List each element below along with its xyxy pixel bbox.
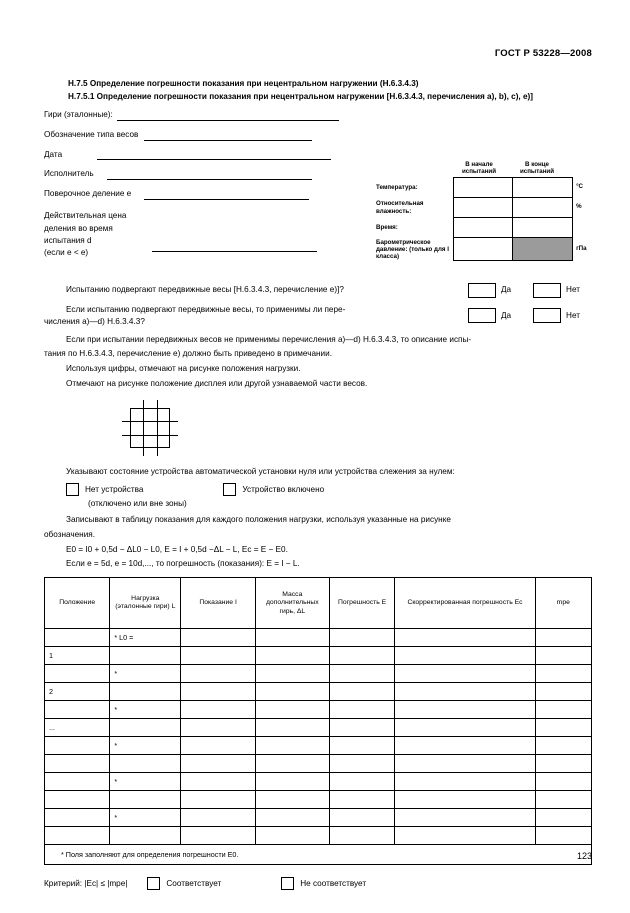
cell-position[interactable] (45, 791, 110, 809)
record-instruction-line1: Записывают в таблицу показания для каждого положения нагрузки, используя указанные на рисунке (66, 514, 451, 524)
question-applicable-items-no-label: Нет (566, 310, 580, 320)
table-row (45, 719, 592, 737)
cell-corrected[interactable] (395, 629, 535, 647)
measurement-unit-time (573, 218, 592, 238)
question-applicable-items-line2: числения а)—d) Н.6.3.4.3? (44, 316, 145, 326)
cell-load[interactable]: * (110, 773, 181, 791)
cell-indication[interactable] (181, 755, 256, 773)
field-actual-division-line1: Действительная цена (44, 211, 127, 221)
question-mobile-scales-yes-box[interactable] (468, 283, 496, 298)
cell-indication[interactable] (181, 737, 256, 755)
table-row (45, 683, 592, 701)
form-fields-block (44, 109, 344, 260)
measurement-temperature-end[interactable] (513, 178, 573, 198)
cell-additional[interactable] (255, 629, 329, 647)
environment-measurements-table (374, 161, 592, 262)
zero-device-option-none[interactable] (66, 483, 143, 496)
cell-additional[interactable] (255, 737, 329, 755)
cell-load[interactable] (110, 755, 181, 773)
measurement-label-pressure: Барометрическое давление: (только для I класса) (376, 238, 449, 260)
section-title-h75: Н.7.5 Определение погрешности показания при нецентральном нагружении (Н.6.3.4.3) (68, 79, 419, 88)
cell-error[interactable] (329, 665, 395, 683)
cell-corrected[interactable] (395, 773, 535, 791)
note-digits: Используя цифры, отмечают на рисунке положения нагрузки. (66, 364, 301, 374)
cell-mpe[interactable] (535, 827, 591, 845)
measurement-time-start[interactable] (453, 218, 513, 238)
figure-vertical-line-1 (143, 400, 144, 456)
question-applicable-items-yes-label: Да (500, 310, 512, 320)
measurement-humidity-end[interactable] (513, 198, 573, 218)
criterion-fail-checkbox[interactable] (281, 877, 294, 890)
cell-error[interactable] (329, 773, 395, 791)
cell-corrected[interactable] (395, 755, 535, 773)
table-footnote: * Поля заполняют для определения погрешности E0. (45, 845, 592, 865)
error-formula: E0 = I0 + 0,5d − ΔL0 − L0, E = I + 0,5d −ΔL − L, Ec = E − E0. (66, 544, 288, 554)
cell-error[interactable] (329, 791, 395, 809)
cell-position[interactable] (45, 827, 110, 845)
cell-mpe[interactable] (535, 719, 591, 737)
cell-corrected[interactable] (395, 665, 535, 683)
measurements-column-headers (450, 161, 592, 175)
cell-indication[interactable] (181, 827, 256, 845)
field-date-label: Дата (44, 149, 63, 159)
field-operator (44, 168, 344, 180)
cell-mpe[interactable] (535, 737, 591, 755)
cell-error[interactable] (329, 683, 395, 701)
table-row (45, 755, 592, 773)
cell-load[interactable] (110, 719, 181, 737)
table-header-corrected-error: Скорректированная погрешность Eс (395, 578, 535, 629)
field-actual-division-line3: испытания d (44, 235, 92, 245)
figure-horizontal-line-1 (122, 421, 178, 422)
question-mobile-scales-text: Испытанию подвергают передвижные весы [Н.6.3.4.3, перечисление е)]? (66, 285, 344, 295)
field-type-designation-input[interactable] (144, 131, 312, 141)
field-actual-division-line4: (если e < e) (44, 248, 89, 258)
cell-additional[interactable] (255, 755, 329, 773)
measurement-label-time: Время: (376, 223, 398, 231)
cell-load[interactable] (110, 791, 181, 809)
table-row (45, 647, 592, 665)
question-applicable-items (44, 304, 592, 328)
cell-mpe[interactable] (535, 629, 591, 647)
table-header-additional-weights: Масса дополнительных гирь, ΔL (255, 578, 329, 629)
cell-mpe[interactable] (535, 665, 591, 683)
field-actual-division (44, 210, 344, 259)
table-footnote-row (45, 845, 592, 865)
cell-indication[interactable] (181, 683, 256, 701)
cell-load[interactable]: * (110, 809, 181, 827)
cell-position[interactable] (45, 809, 110, 827)
measurement-results-table (44, 577, 592, 865)
cell-indication[interactable] (181, 719, 256, 737)
measurement-unit-pressure: гПа (576, 244, 587, 252)
measurement-row-humidity (374, 198, 592, 218)
figure-vertical-line-2 (157, 400, 158, 456)
table-header-load: Нагрузка (эталонные гири) L (110, 578, 181, 629)
question-mobile-scales-no-box[interactable] (533, 283, 561, 298)
table-header-error: Погрешность E (329, 578, 395, 629)
cell-mpe[interactable] (535, 809, 591, 827)
cell-position[interactable] (45, 665, 110, 683)
table-row (45, 665, 592, 683)
criterion-pass-checkbox[interactable] (147, 877, 160, 890)
cell-corrected[interactable] (395, 827, 535, 845)
cell-position[interactable]: 2 (45, 683, 110, 701)
measurement-humidity-start[interactable] (453, 198, 513, 218)
cell-position[interactable]: 1 (45, 647, 110, 665)
measurement-row-pressure (374, 238, 592, 261)
measurement-unit-temperature: °С (576, 183, 584, 191)
measurement-pressure-end (513, 238, 573, 261)
field-weights (44, 109, 344, 121)
cell-error[interactable] (329, 737, 395, 755)
cell-error[interactable] (329, 701, 395, 719)
cell-corrected[interactable] (395, 791, 535, 809)
cell-position[interactable] (45, 701, 110, 719)
cell-additional[interactable] (255, 773, 329, 791)
zero-device-none-note: (отключено или вне зоны) (88, 499, 187, 509)
cell-additional[interactable] (255, 827, 329, 845)
zero-device-none-checkbox[interactable] (66, 483, 79, 496)
table-row (45, 737, 592, 755)
top-form-area (44, 109, 592, 269)
cell-mpe[interactable] (535, 773, 591, 791)
measurement-pressure-start[interactable] (453, 238, 513, 261)
cell-load[interactable] (110, 647, 181, 665)
cell-mpe[interactable] (535, 647, 591, 665)
field-operator-input[interactable] (107, 170, 312, 180)
cell-indication[interactable] (181, 647, 256, 665)
cell-mpe[interactable] (535, 701, 591, 719)
section-title-h751: Н.7.5.1 Определение погрешности показания при нецентральном нагружении [Н.6.3.4.3, перечисления а), b), с), е)] (68, 91, 533, 101)
field-actual-division-line2: деления во время (44, 223, 113, 233)
table-row (45, 791, 592, 809)
cell-additional[interactable] (255, 647, 329, 665)
cell-error[interactable] (329, 629, 395, 647)
cell-corrected[interactable] (395, 701, 535, 719)
measurement-label-humidity: Относительная влажность: (376, 200, 424, 215)
cell-additional[interactable] (255, 809, 329, 827)
cell-load[interactable]: * (110, 665, 181, 683)
zero-device-on-label: Устройство включено (242, 484, 325, 494)
question-applicable-items-line1: Если испытанию подвергают передвижные весы, то применимы ли пере- (66, 304, 346, 314)
criterion-pass-label: Соответствует (166, 879, 222, 889)
question-mobile-scales (44, 283, 592, 298)
cell-mpe[interactable] (535, 755, 591, 773)
field-date (44, 149, 344, 161)
zero-device-on-checkbox[interactable] (223, 483, 236, 496)
load-position-figure (122, 400, 178, 456)
page-content (44, 78, 592, 890)
cell-position[interactable]: ... (45, 719, 110, 737)
cell-corrected[interactable] (395, 719, 535, 737)
cell-corrected[interactable] (395, 647, 535, 665)
measurement-row-time (374, 218, 592, 238)
cell-corrected[interactable] (395, 737, 535, 755)
cell-corrected[interactable] (395, 683, 535, 701)
question-applicable-items-yes-box[interactable] (468, 308, 496, 323)
measurement-label-temperature: Температура: (376, 183, 418, 191)
cell-error[interactable] (329, 755, 395, 773)
field-weights-label: Гири (эталонные): (44, 109, 113, 119)
page-header: ГОСТ Р 53228—2008 (494, 48, 592, 59)
field-type-designation (44, 129, 344, 141)
cell-corrected[interactable] (395, 809, 535, 827)
field-verification-division (44, 188, 344, 200)
figure-horizontal-line-2 (122, 435, 178, 436)
measurement-time-end[interactable] (513, 218, 573, 238)
table-row (45, 701, 592, 719)
zero-device-question: Указывают состояние устройства автоматической установки нуля или устройства слежения за нулем: (66, 467, 455, 477)
cell-load[interactable] (110, 827, 181, 845)
table-row (45, 629, 592, 647)
criterion-option-fail[interactable] (281, 877, 366, 890)
cell-mpe[interactable] (535, 791, 591, 809)
field-date-input[interactable] (97, 150, 331, 160)
cell-load[interactable] (110, 683, 181, 701)
criterion-option-pass[interactable] (147, 877, 221, 890)
cell-error[interactable] (329, 647, 395, 665)
cell-indication[interactable] (181, 809, 256, 827)
cell-error[interactable] (329, 827, 395, 845)
table-header-indication: Показание I (181, 578, 256, 629)
cell-error[interactable] (329, 719, 395, 737)
field-operator-label: Исполнитель (44, 169, 94, 179)
measurement-temperature-start[interactable] (453, 178, 513, 198)
cell-additional[interactable] (255, 701, 329, 719)
figure-outer-square (130, 408, 170, 448)
cell-load[interactable]: * L0 = (110, 629, 181, 647)
cell-load[interactable]: * (110, 737, 181, 755)
cell-position[interactable] (45, 629, 110, 647)
cell-indication[interactable] (181, 665, 256, 683)
table-header-row (45, 578, 592, 629)
cell-additional[interactable] (255, 683, 329, 701)
measurement-row-temperature (374, 178, 592, 198)
zero-device-options (66, 483, 592, 496)
field-verification-division-label: Поверочное деление e (44, 189, 132, 199)
cell-indication[interactable] (181, 629, 256, 647)
table-header-position: Положение (45, 578, 110, 629)
field-type-designation-label: Обозначение типа весов (44, 129, 139, 139)
question-mobile-scales-no-label: Нет (566, 285, 580, 295)
cell-mpe[interactable] (535, 683, 591, 701)
table-row (45, 773, 592, 791)
zero-device-none-label: Нет устройства (85, 484, 144, 494)
measurements-header-end: В конце испытаний (519, 160, 555, 175)
error-formula-alt: Если e = 5d, e = 10d,..., то погрешность (показания): E = I − L. (66, 558, 300, 568)
table-header-mpe: mpe (535, 578, 591, 629)
criterion-label: Критерий: |Eс| ≤ |mpe| (44, 879, 128, 889)
cell-indication[interactable] (181, 791, 256, 809)
cell-additional[interactable] (255, 791, 329, 809)
field-weights-input[interactable] (117, 111, 339, 121)
note-paragraph-line1: Если при испытании передвижных весов не применимы перечисления а)—d) Н.6.3.4.3, то описание испы- (66, 334, 472, 344)
table-row (45, 809, 592, 827)
cell-indication[interactable] (181, 773, 256, 791)
cell-indication[interactable] (181, 701, 256, 719)
page-number: 123 (576, 851, 592, 861)
field-verification-division-input[interactable] (144, 190, 309, 200)
cell-position[interactable] (45, 773, 110, 791)
record-instruction-line2: обозначения. (44, 529, 95, 539)
cell-position[interactable] (45, 737, 110, 755)
criterion-fail-label: Не соответствует (300, 879, 367, 889)
measurements-header-start: В начале испытаний (461, 160, 497, 175)
measurements-grid (374, 177, 592, 261)
field-actual-division-input[interactable] (152, 242, 317, 252)
cell-position[interactable] (45, 755, 110, 773)
cell-additional[interactable] (255, 719, 329, 737)
question-applicable-items-no-box[interactable] (533, 308, 561, 323)
criterion-row (44, 877, 592, 890)
note-display-position: Отмечают на рисунке положение дисплея или другой узнаваемой части весов. (66, 379, 368, 389)
table-row (45, 827, 592, 845)
zero-device-option-on[interactable] (223, 483, 324, 496)
question-mobile-scales-yes-label: Да (500, 285, 512, 295)
note-paragraph-line2: тания по Н.6.3.4.3, перечисление е) должно быть приведено в примечании. (44, 349, 332, 359)
cell-error[interactable] (329, 809, 395, 827)
cell-load[interactable]: * (110, 701, 181, 719)
measurement-unit-humidity: % (576, 203, 582, 211)
cell-additional[interactable] (255, 665, 329, 683)
